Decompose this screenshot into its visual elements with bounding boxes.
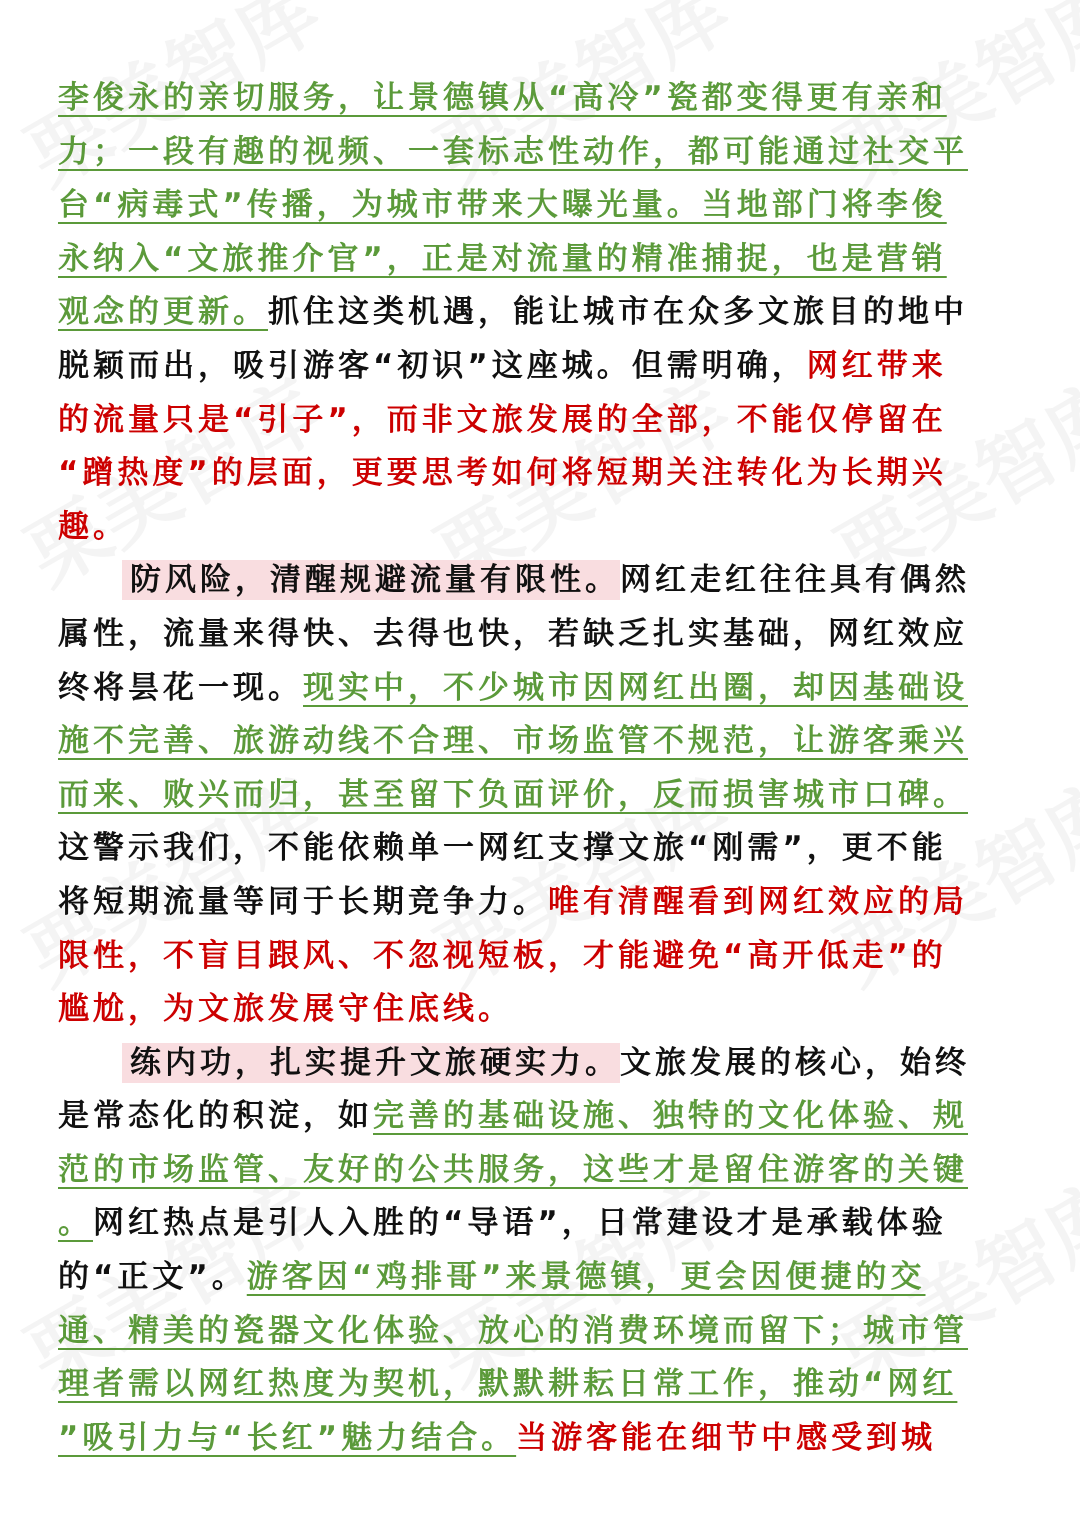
red-emphasis-text: 唯有清醒看到网红效应的局 — [548, 883, 968, 920]
underlined-green-text: 现实中，不少城市因网红出圈，却因基础设 — [303, 669, 968, 706]
body-text: 将短期流量等同于长期竞争力。 — [58, 883, 548, 920]
highlighted-heading: 练内功，扎实提升文旅硬实力。 — [122, 1043, 620, 1083]
underlined-green-text: ”吸引力与“长红”魅力结合。 — [58, 1419, 517, 1456]
red-emphasis-text: 趣。 — [58, 508, 128, 545]
underlined-green-text: 施不完善、旅游动线不合理、市场监管不规范，让游客乘兴 — [58, 723, 968, 760]
red-emphasis-text: 当游客能在细节中感受到城 — [516, 1419, 937, 1456]
red-emphasis-text: 网红带来 — [806, 347, 947, 384]
underlined-green-text: 而来、败兴而归，甚至留下负面评价，反而损害城市口碑。 — [58, 776, 968, 813]
body-text: 的“正文”。 — [58, 1259, 247, 1296]
body-text: 网红热点是引人入胜的“导语”，日常建设才是承载体验 — [93, 1205, 947, 1242]
text-line — [58, 983, 1016, 1037]
underlined-green-text: 台“病毒式”传播，为城市带来大曝光量。当地部门将李俊 — [58, 187, 947, 224]
underlined-green-text: 通、精美的瓷器文化体验、放心的消费环境而留下；城市管 — [58, 1312, 968, 1349]
text-line — [58, 1197, 1016, 1251]
body-text: 网红走红往往具有偶然 — [620, 562, 970, 599]
text-line — [58, 447, 1016, 501]
text-line — [58, 822, 1016, 876]
text-line — [58, 286, 1016, 340]
underlined-green-text: 理者需以网红热度为契机，默默耕耘日常工作，推动“网红 — [58, 1366, 958, 1403]
text-line — [58, 126, 1016, 180]
body-text: 抓住这类机遇，能让城市在众多文旅目的地中 — [268, 294, 968, 331]
text-line — [58, 662, 1016, 716]
body-text: 脱颖而出，吸引游客“初识”这座城。但需明确， — [58, 347, 807, 384]
underlined-green-text: 。 — [58, 1205, 93, 1242]
text-line — [58, 1358, 1016, 1412]
body-text: 是常态化的积淀，如 — [58, 1098, 373, 1135]
red-emphasis-text: 限性，不盲目跟风、不忽视短板，才能避免“高开低走”的 — [58, 937, 947, 974]
body-text: 这警示我们，不能依赖单一网红支撑文旅“刚需”，更不能 — [58, 830, 947, 867]
red-emphasis-text: 尴尬，为文旅发展守住底线。 — [58, 991, 513, 1028]
text-line — [58, 1305, 1016, 1359]
text-line — [58, 930, 1016, 984]
underlined-green-text: 永纳入“文旅推介官”，正是对流量的精准捕捉，也是营销 — [58, 240, 947, 277]
text-line — [58, 1090, 1016, 1144]
text-line — [58, 1251, 1016, 1305]
text-line — [58, 554, 1016, 608]
text-line — [58, 340, 1016, 394]
text-line — [58, 1144, 1016, 1198]
highlighted-heading: 防风险，清醒规避流量有限性。 — [122, 560, 620, 600]
red-emphasis-text: “蹭热度”的层面，更要思考如何将短期关注转化为长期兴 — [58, 455, 947, 492]
body-text: 终将昙花一现。 — [58, 669, 303, 706]
text-line — [58, 1037, 1016, 1091]
text-line — [58, 608, 1016, 662]
text-line — [58, 72, 1016, 126]
text-line — [58, 179, 1016, 233]
underlined-green-text: 力；一段有趣的视频、一套标志性动作，都可能通过社交平 — [58, 133, 968, 170]
underlined-green-text: 完善的基础设施、独特的文化体验、规 — [373, 1098, 968, 1135]
document-body — [58, 72, 1016, 1465]
red-emphasis-text: 的流量只是“引子”，而非文旅发展的全部，不能仅停留在 — [58, 401, 947, 438]
text-line — [58, 715, 1016, 769]
text-line — [58, 769, 1016, 823]
text-line — [58, 1412, 1016, 1466]
body-text: 文旅发展的核心，始终 — [620, 1044, 970, 1081]
underlined-green-text: 游客因“鸡排哥”来景德镇，更会因便捷的交 — [246, 1259, 926, 1296]
underlined-green-text: 李俊永的亲切服务，让景德镇从“高冷”瓷都变得更有亲和 — [58, 80, 947, 116]
underlined-green-text: 范的市场监管、友好的公共服务，这些才是留住游客的关键 — [58, 1151, 968, 1188]
body-text: 属性，流量来得快、去得也快，若缺乏扎实基础，网红效应 — [58, 615, 968, 652]
text-line — [58, 233, 1016, 287]
underlined-green-text: 观念的更新。 — [58, 294, 268, 331]
text-line — [58, 394, 1016, 448]
text-line — [58, 876, 1016, 930]
text-line — [58, 501, 1016, 555]
